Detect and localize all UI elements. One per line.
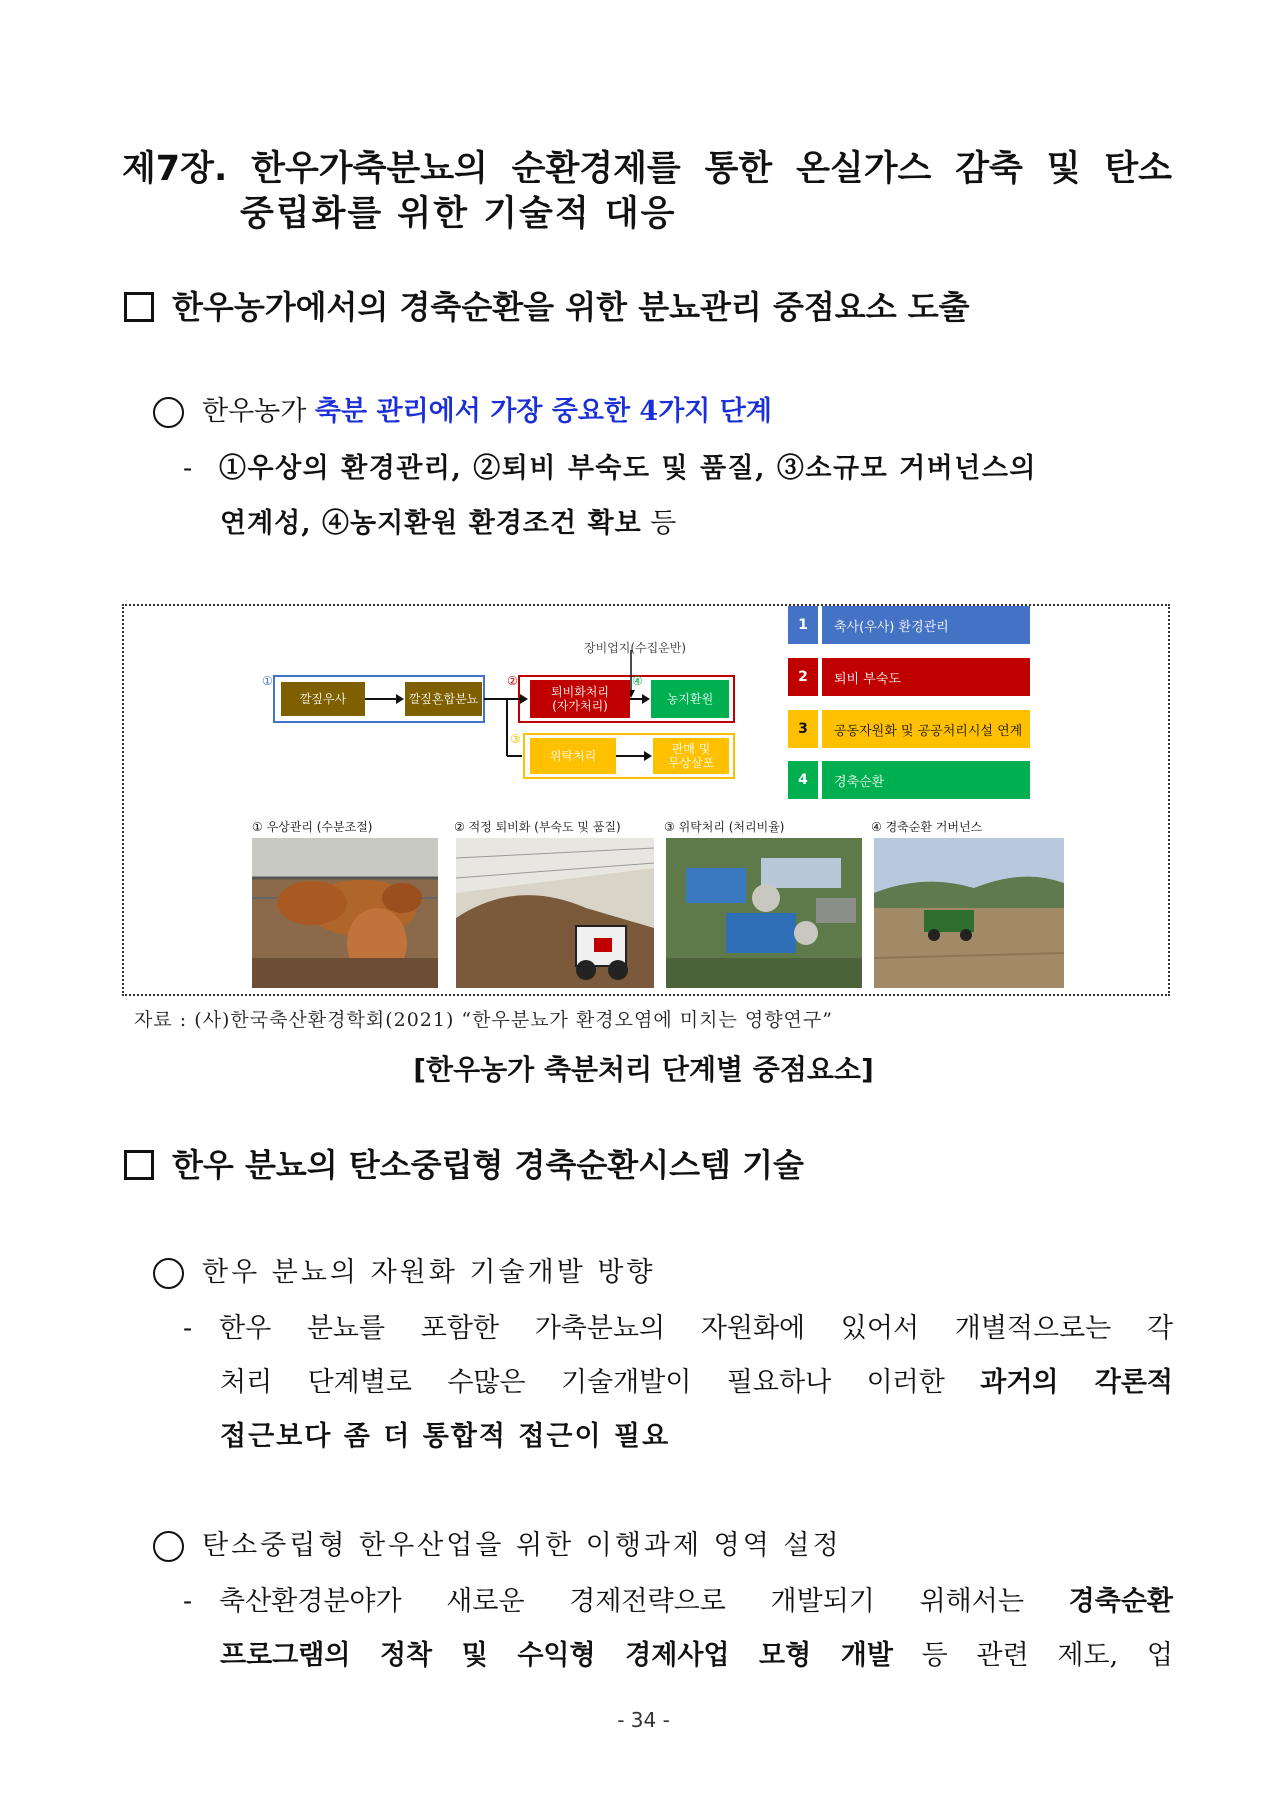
section2-b1-line2 xyxy=(220,1356,1173,1410)
checkbox-square-icon xyxy=(124,292,154,322)
marker-2: ② xyxy=(507,674,518,688)
figure-source: 자료 : (사)한국축산환경학회(2021) “한우분뇨가 환경오염에 미치는 영향연구” xyxy=(134,1009,833,1031)
legend-label: 경축순환 xyxy=(822,761,1030,799)
section2-b2-line2-rest: 등 관련 제도, 업 xyxy=(892,1640,1173,1671)
marker-4: ④ xyxy=(632,674,643,688)
node-composting: 퇴비화처리 (자가처리) xyxy=(530,680,630,718)
marker-3: ③ xyxy=(510,732,521,746)
section1-dash-line1 xyxy=(183,442,1173,496)
section2-heading xyxy=(124,1145,804,1185)
figure-title: [한우농가 축분처리 단계별 중점요소] xyxy=(413,1053,874,1086)
photo-compost-facility xyxy=(456,838,654,988)
checkbox-square-icon xyxy=(124,1150,154,1180)
section2-b2-line2-bold: 프로그램의 정착 및 수익형 경제사업 모형 개발 xyxy=(220,1640,893,1671)
legend-num: 3 xyxy=(788,710,818,748)
section2-b2-line1-plain: 축산환경분야가 새로운 경제전략으로 개발되기 위해서는 xyxy=(219,1586,1069,1617)
legend-label: 퇴비 부숙도 xyxy=(822,658,1030,696)
section1-bullet-prefix: 한우농가 xyxy=(202,396,315,427)
section2-bullet2-text: 탄소중립형 한우산업을 위한 이행과제 영역 설정 xyxy=(202,1530,842,1561)
section1-dash-text1: ①우상의 환경관리, ②퇴비 부숙도 및 품질, ③소규모 거버넌스의 xyxy=(219,453,1037,484)
photo-caption-4: ④ 경축순환 거버넌스 xyxy=(871,820,983,834)
circle-bullet-icon xyxy=(153,397,184,428)
section1-dash-line2 xyxy=(220,497,676,551)
section2-bullet2 xyxy=(153,1526,842,1566)
node-bedding-barn: 깔짚우사 xyxy=(281,682,365,716)
chapter-title-line2: 중립화를 위한 기술적 대응 xyxy=(240,194,677,234)
section2-b1-line2-bold: 과거의 각론적 xyxy=(980,1367,1173,1398)
section2-b2-line1 xyxy=(183,1575,1173,1629)
section1-dash-text2-bold: 연계성, ④농지환원 환경조건 확보 xyxy=(220,508,642,539)
legend-label: 공동자원화 및 공공처리시설 연계 xyxy=(822,710,1030,748)
section2-b1-line1-text: 한우 분뇨를 포함한 가축분뇨의 자원화에 있어서 개별적으로는 각 xyxy=(219,1313,1173,1344)
section2-b1-line3 xyxy=(220,1410,670,1464)
marker-1: ① xyxy=(262,674,273,688)
legend-item-4 xyxy=(788,761,1030,799)
legend-item-2 xyxy=(788,658,1030,696)
section2-b1-line1 xyxy=(183,1302,1173,1356)
photo-caption-2: ② 적정 퇴비화 (부숙도 및 품질) xyxy=(454,820,621,834)
legend-item-1 xyxy=(788,606,1030,644)
photo-caption-3: ③ 위탁처리 (처리비율) xyxy=(664,820,785,834)
node-consignment: 위탁처리 xyxy=(530,738,616,774)
chapter-title-line1: 제7장. 한우가축분뇨의 순환경제를 통한 온실가스 감축 및 탄소 xyxy=(122,149,1172,189)
section1-bullet-highlight: 축분 관리에서 가장 중요한 4가지 단계 xyxy=(314,396,772,427)
section2-bullet1 xyxy=(153,1253,655,1293)
section2-bullet1-text: 한우 분뇨의 자원화 기술개발 방향 xyxy=(202,1257,656,1288)
circle-bullet-icon xyxy=(153,1531,184,1562)
dash-marker: - xyxy=(183,1313,193,1344)
section2-b2-line1-bold: 경축순환 xyxy=(1068,1586,1173,1617)
node-sale-spread: 판매 및 무상살포 xyxy=(653,738,729,774)
photo-treatment-plant xyxy=(666,838,862,988)
legend-num: 2 xyxy=(788,658,818,696)
legend-num: 4 xyxy=(788,761,818,799)
photo-farmland xyxy=(874,838,1064,988)
legend-label: 축사(우사) 환경관리 xyxy=(822,606,1030,644)
section2-b1-line3-bold: 접근보다 좀 더 통합적 접근이 필요 xyxy=(220,1421,671,1452)
node-farmland-return: 농지환원 xyxy=(651,680,729,718)
photo-caption-1: ① 우상관리 (수분조절) xyxy=(252,820,373,834)
circle-bullet-icon xyxy=(153,1258,184,1289)
legend-num: 1 xyxy=(788,606,818,644)
dash-marker: - xyxy=(183,1586,193,1617)
dash-marker: - xyxy=(183,453,193,484)
section1-heading-text: 한우농가에서의 경축순환을 위한 분뇨관리 중점요소 도출 xyxy=(172,288,970,326)
section2-b2-line2 xyxy=(220,1629,1173,1683)
section1-bullet xyxy=(153,392,772,432)
node-bedding-manure: 깔짚혼합분뇨 xyxy=(405,682,482,716)
section2-heading-text: 한우 분뇨의 탄소중립형 경축순환시스템 기술 xyxy=(172,1146,804,1184)
legend-item-3 xyxy=(788,710,1030,748)
photo-cattle-barn xyxy=(252,838,438,988)
page-number: - 34 - xyxy=(617,1708,670,1732)
section1-dash-text2-rest: 등 xyxy=(641,508,677,539)
section1-heading xyxy=(124,287,970,327)
section2-b1-line2-plain: 처리 단계별로 수많은 기술개발이 필요하나 이러한 xyxy=(220,1367,981,1398)
figure-frame xyxy=(122,604,1170,996)
top-label: 장비업지(수집운반) xyxy=(584,641,687,655)
